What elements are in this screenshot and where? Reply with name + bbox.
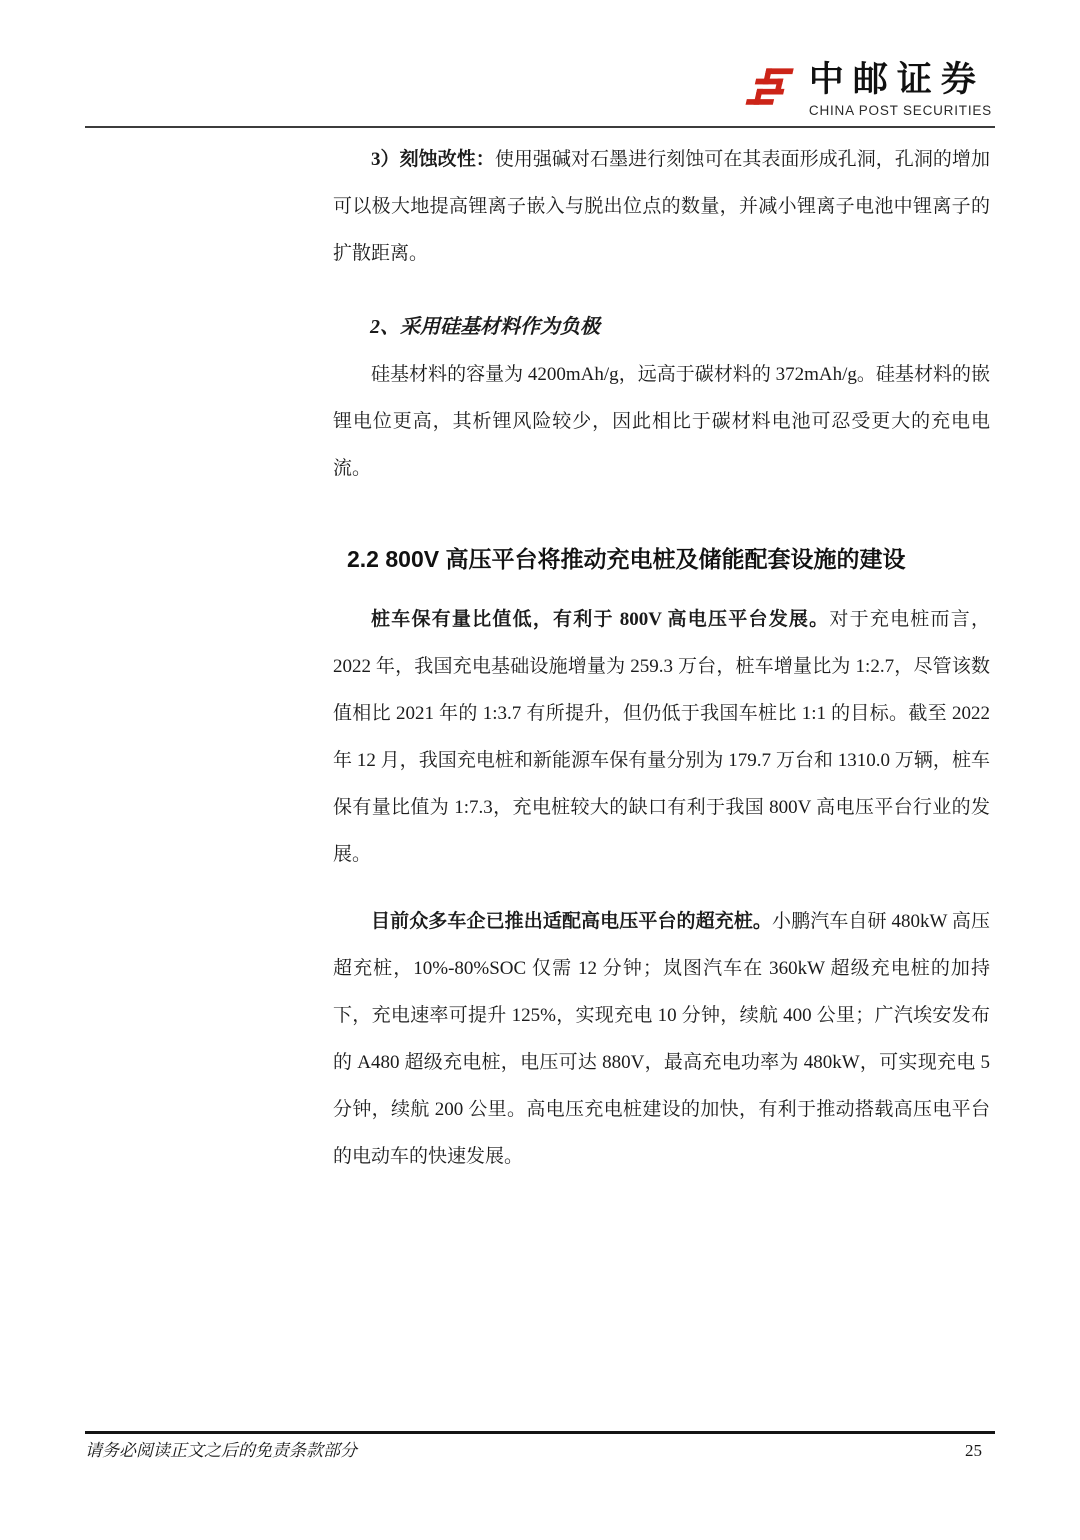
brand-name-en: CHINA POST SECURITIES — [808, 102, 992, 118]
paragraph-bold-lead: 3）刻蚀改性： — [371, 149, 495, 170]
paragraph-text: 硅基材料的容量为 4200mAh/g，远高于碳材料的 372mAh/g。硅基材料的嵌锂电位更高，其析锂风险较少，因此相比于碳材料电池可忍受更大的充电电流。 — [333, 364, 990, 479]
paragraph-text: 对于充电桩而言，2022 年，我国充电基础设施增量为 259.3 万台，桩车增量比为 1:2.7，尽管该数值相比 2021 年的 1:3.7 有所提升，但仍低于我国车桩比 1:1 的目标。截至 2022 年 12 月，我国充电桩和新能源车保有量分别为 179.7 万台和 1310.0 万辆，桩车保有量比值为 1:7.3，充电桩较大的缺口有利于我国 800V 高电压平台行业的发展。 — [333, 609, 990, 865]
paragraph-text: 小鹏汽车自研 480kW 高压超充桩，10%-80%SOC 仅需 12 分钟；岚图汽车在 360kW 超级充电桩的加持下，充电速率可提升 125%，实现充电 10 分钟，续航 400 公里；广汽埃安发布的 A480 超级充电桩，电压可达 880V，最高充电功率为 480kW，可实现充电 5 分钟，续航 200 公里。高电压充电桩建设的加快，有利于推动搭载高压电平台的电动车的快速发展。 — [333, 911, 990, 1167]
paragraph-etching-modification — [333, 136, 990, 277]
footer-disclaimer: 请务必阅读正文之后的免责条款部分 — [85, 1441, 357, 1460]
china-post-logo-icon — [738, 58, 796, 122]
page-number: 25 — [965, 1441, 982, 1460]
paragraph-bold-lead: 桩车保有量比值低，有利于 800V 高电压平台发展。 — [371, 609, 830, 630]
report-body — [333, 127, 990, 1180]
paragraph-bold-lead: 目前众多车企已推出适配高电压平台的超充桩。 — [371, 911, 773, 932]
brand-name-cn: 中邮证券 — [808, 60, 985, 100]
paragraph-text: 使用强碱对石墨进行刻蚀可在其表面形成孔洞，孔洞的增加可以极大地提高锂离子嵌入与脱出位点的数量，并减小锂离子电池中锂离子的扩散距离。 — [333, 149, 990, 264]
brand-logo — [738, 58, 992, 122]
paragraph-supercharger — [333, 898, 990, 1180]
footer-divider — [85, 1431, 995, 1434]
heading-section-2-2: 2.2 800V 高压平台将推动充电桩及储能配套设施的建设 — [347, 546, 906, 572]
heading-silicon-anode: 2、采用硅基材料作为负极 — [370, 316, 600, 338]
brand-text-block — [809, 62, 992, 118]
paragraph-pile-vehicle-ratio — [333, 596, 990, 878]
paragraph-silicon-anode — [333, 351, 990, 492]
